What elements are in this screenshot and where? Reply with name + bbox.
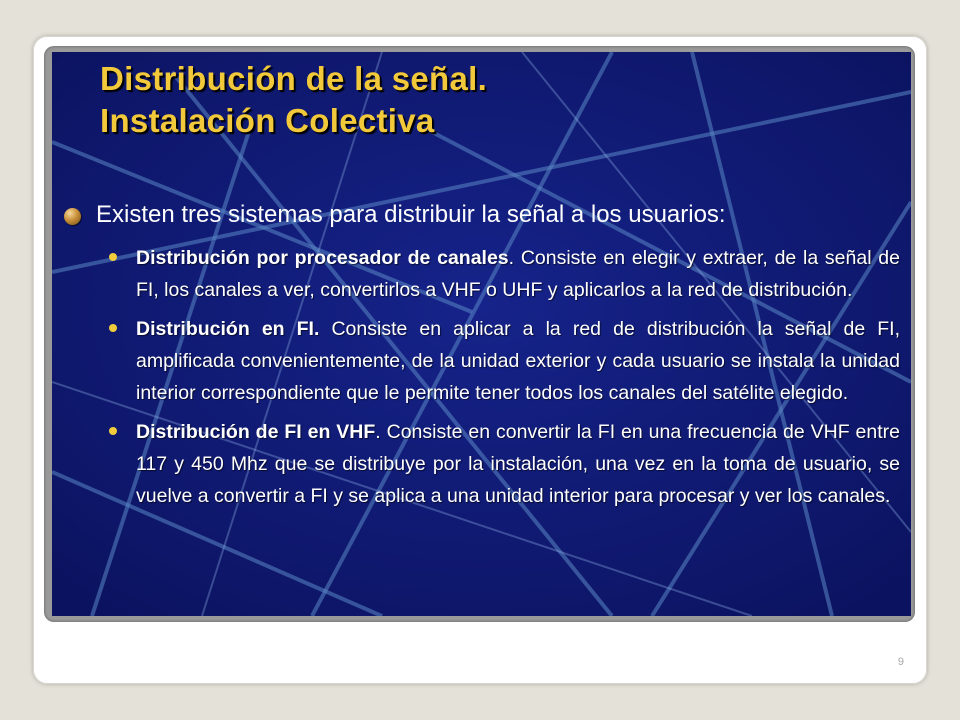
bullet-dot-icon [109,253,117,261]
list-item-paragraph [136,242,900,306]
list-item [109,242,900,306]
bullet-dot-icon [109,324,117,332]
list-item [109,313,900,409]
page-number: 9 [897,656,904,668]
slide-title [100,58,487,142]
item-text: . Consiste en elegir y extraer, de la señal de FI, los canales a ver, convertirlos a VHF o UHF y aplicarlos a la red de distribución. [136,247,900,301]
slide [52,52,911,616]
bullet-dot-icon [109,427,117,435]
bronze-bullet-icon [64,208,81,225]
item-heading: Distribución en FI. [136,318,320,340]
item-heading: Distribución por procesador de canales [136,247,509,269]
item-text: Consiste en aplicar a la red de distribución la señal de FI, amplificada convenientemente, de la unidad exterior y cada usuario se instala la unidad interior correspondiente que le permite tener todos los canales del satélite elegido. [136,318,901,404]
title-line-2: Instalación Colectiva [100,102,435,139]
item-text: . Consiste en convertir la FI en una frecuencia de VHF entre 117 y 450 Mhz que se distribuye por la instalación, una vez en la toma de usuario, se vuelve a convertir a FI y se aplica a una unidad interior para procesar y ver los canales. [136,421,900,507]
bullet-list [109,242,900,519]
list-item-paragraph [136,416,900,512]
title-line-1: Distribución de la señal. [100,60,488,97]
item-heading: Distribución de FI en VHF [136,421,376,443]
list-item [109,416,900,512]
list-item-paragraph [136,313,900,409]
intro-text: Existen tres sistemas para distribuir la señal a los usuarios: [96,201,726,228]
